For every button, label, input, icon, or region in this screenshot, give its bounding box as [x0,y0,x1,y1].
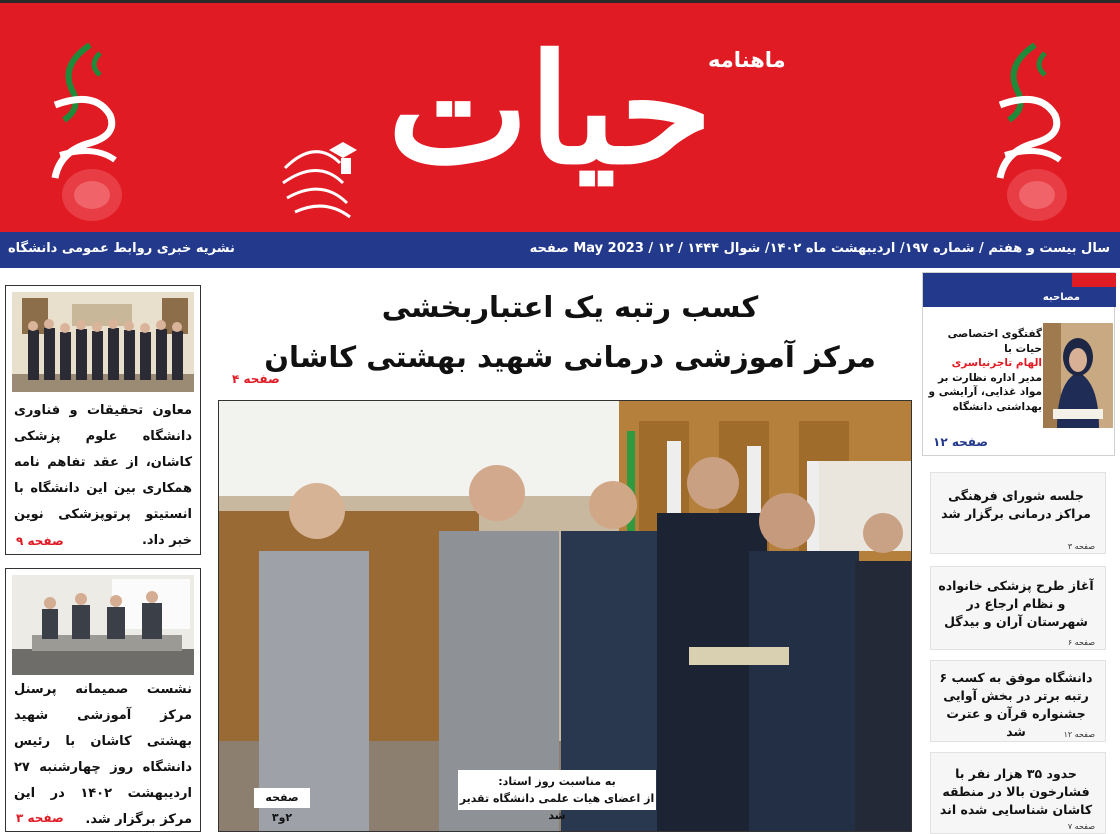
section-label: مصاحبه [1042,292,1080,303]
issue-line: سال بیست و هفتم / شماره ۱۹۷/ اردیبهشت ماه ۱۴۰۲/ شوال ۱۴۴۴ / May 2023 / ۱۲ صفحه [529,241,1110,256]
news-brief[interactable] [930,752,1106,834]
group-meeting-photo [12,292,194,392]
side-story-page: صفحه ۹ [16,534,64,548]
news-brief-title: حدود ۳۵ هزار نفر با فشارخون بالا در منطقه کاشان شناسایی شده اند [939,766,1093,817]
interview-box[interactable] [922,272,1115,456]
photo-caption-line: از اعضای هیات علمی دانشگاه تقدیر شد [459,792,655,822]
interview-text [925,327,1042,414]
award-ceremony-photo [218,400,912,832]
masthead [0,0,1120,232]
section-header [923,273,1116,307]
interview-line: گفتگوی اختصاصی [947,328,1042,340]
side-story-card[interactable] [5,568,201,832]
photo-page-ref: صفحه ۲و۳ [254,788,310,808]
interviewee-role: مدیر اداره نظارت بر مواد غذایی، آرایشی و بهداشتی دانشگاه [928,371,1042,413]
news-brief-page: صفحه ۷ [1067,822,1095,831]
main-subheadline: مرکز آموزشی درمانی شهید بهشتی کاشان [264,340,876,374]
interviewee-name: الهام تاجرنیاسری [951,357,1042,369]
news-brief-page: صفحه ۶ [1067,638,1095,647]
news-brief-page: صفحه ۳ [1067,542,1095,551]
masthead-title: حیات [387,22,713,198]
news-brief-title: دانشگاه موفق به کسب ۶ رتبه برتر در بخش آوایی جشنواره قرآن و عترت شد [939,670,1093,739]
heritage-emblem-icon [30,35,145,225]
staff-meeting-photo [12,575,194,675]
side-story-text: نشست صمیمانه پرسنل مرکز آموزشی شهید بهشتی کاشان با رئیس دانشگاه روز چهارشنبه ۲۷ اردیبهشت ۱۴۰۲ در این مرکز برگزار شد. [14,682,192,827]
interview-line: حیات با [1004,342,1042,355]
ceremony-scene [219,401,912,832]
news-brief-title: آغاز طرح پزشکی خانواده و نظام ارجاع در شهرستان آران و بیدگل [938,578,1094,629]
interviewee-portrait [1043,323,1113,428]
side-story-page: صفحه ۳ [16,811,64,825]
side-story-card[interactable] [5,285,201,555]
news-brief-title: جلسه شورای فرهنگی مراکز درمانی برگزار شد [941,488,1091,521]
issue-info-bar [0,232,1120,268]
main-headline: کسب رتبه یک اعتباربخشی [381,290,759,324]
news-brief[interactable] [930,660,1106,742]
news-brief[interactable] [930,566,1106,650]
top-rule [0,0,1120,3]
headline-page-ref: صفحه ۴ [232,372,280,386]
photo-caption [458,770,656,822]
section-tab [1072,273,1116,287]
side-story-text: معاون تحقیقات و فناوری دانشگاه علوم پزشکی کاشان، از عقد تفاهم نامه همکاری بین این دانشگاه با انستیتو پرتوپزشکی نوین خبر داد. [14,403,192,548]
photo-caption-line: به مناسبت روز استاد: [498,775,616,788]
heritage-emblem-icon [975,35,1090,225]
monthly-label: ماهنامه [708,48,786,72]
publisher-line: نشریه خبری روابط عمومی دانشگاه [8,241,235,256]
news-brief[interactable] [930,472,1106,554]
university-logo-icon [275,128,385,228]
news-brief-page: صفحه ۱۲ [1063,730,1095,739]
interview-page-ref: صفحه ۱۲ [933,435,988,449]
